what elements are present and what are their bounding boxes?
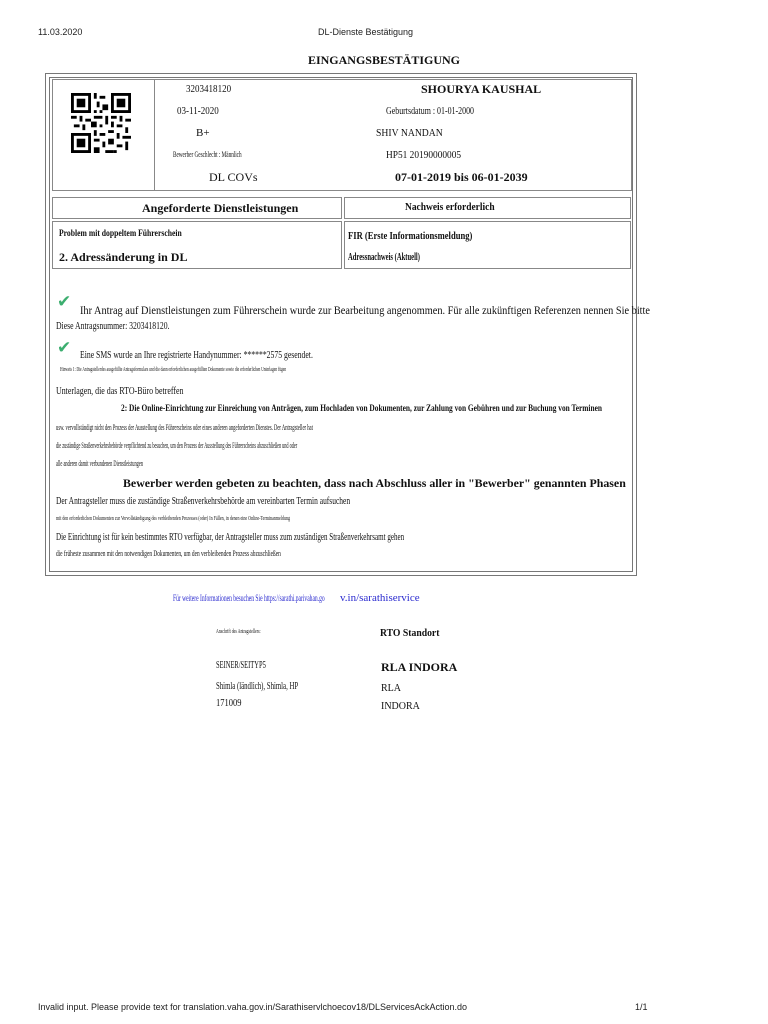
services-header-label: Angeforderte Dienstleistungen (142, 201, 299, 215)
license-validity: 07-01-2019 bis 06-01-2039 (395, 170, 528, 184)
phase-instruction-1: Der Antragsteller muss die zuständige Straßenverkehrsbehörde am vereinbarten Termin aufsuchen (56, 495, 351, 507)
rto-label: RTO Standort (380, 627, 440, 639)
online-facility-note-cont1: usw. vervollständigt nicht den Prozess der Ausstellung des Führerscheins oder eines anderen angeforderten Dienstes. Der Antragsteller hat (56, 423, 313, 432)
service-item-1: Problem mit doppeltem Führerschein (59, 228, 182, 238)
proof-item-1: FIR (Erste Informationsmeldung) (348, 230, 473, 242)
print-date: 11.03.2020 (38, 27, 83, 37)
birth-date: Geburtsdatum : 01-01-2000 (386, 105, 474, 117)
accepted-message: Ihr Antrag auf Dienstleistungen zum Führerschein wurde zur Bearbeitung angenommen. Für alle zukünftigen Referenzen nennen Sie bitte (80, 303, 651, 317)
application-date: 03-11-2020 (177, 105, 219, 117)
online-facility-note: 2: Die Online-Einrichtung zur Einreichung von Anträgen, zum Hochladen von Dokumenten, zur Zahlung von Gebühren und zur Buchung von Terminen (121, 403, 602, 413)
document-title: EINGANGSBESTÄTIGUNG (307, 53, 461, 67)
proof-header-label: Nachweis erforderlich (405, 201, 495, 213)
applicant-info-box (52, 79, 632, 191)
applicant-address-label: Anschrift des Antragstellers: (216, 628, 261, 635)
address-line-1: SEINER/SEITYP5 (216, 660, 266, 671)
print-title: DL-Dienste Bestätigung (318, 27, 414, 37)
blood-group: B+ (196, 127, 210, 139)
proof-item-2: Adressnachweis (Aktuell) (348, 251, 420, 263)
hint-note: Hinweis 1: Die Antragstellerdes ausgefüllte Antragsformulars und die dann erforderlichen ausgefüllten Dokumente sowie die erforderlichen Unterlagen fügen (60, 366, 287, 373)
rto-line-2: INDORA (381, 701, 420, 712)
rto-line-1: RLA (381, 683, 401, 694)
address-line-2: Shimla (ländlich), Shimla, HP (216, 681, 299, 692)
dl-number: HP51 20190000005 (386, 149, 462, 161)
applicant-info-divider (154, 79, 155, 191)
rto-name: RLA INDORA (381, 660, 458, 674)
online-facility-note-cont2: die zuständige Straßenverkehrsbehörde verpflichtend zu besuchen, um den Prozess der Ausstellung des Führerscheins abzuschließen und oder (56, 441, 298, 450)
phase-heading: Bewerber werden gebeten zu beachten, dass nach Abschluss aller in "Bewerber" genannten Phasen (123, 476, 626, 490)
more-info-link[interactable]: Für weitere Informationen besuchen Sie https://sarathi.parivahan.go v.in/sarathiservice (173, 592, 420, 604)
checkmark-icon: ✔ (57, 338, 72, 358)
applicant-gender: Bewerber Geschlecht : Männlich (173, 150, 242, 159)
phase-instruction-2: mit den erforderlichen Dokumenten zur Vervollständigung des verbleibenden Prozesses (oder) In Fällen, in denen eine Online-Terminanmeldung (56, 515, 290, 522)
checkmark-icon: ✔ (57, 292, 72, 312)
online-facility-note-cont3: alle anderen damit verbundenen Dienstleistungen (56, 459, 143, 468)
application-reference: Diese Antragsnummer: 3203418120. (56, 320, 170, 332)
sms-message: Eine SMS wurde an Ihre registrierte Handynummer: ******2575 gesendet. (80, 349, 313, 361)
phase-instruction-3: Die Einrichtung ist für kein bestimmtes RTO verfügbar, der Antragsteller muss zum zuständigen Straßenverkehrsamt gehen (56, 531, 405, 543)
application-number: 3203418120 (186, 83, 232, 95)
relation-name: SHIV NANDAN (376, 127, 443, 139)
page-number: 1/1 (635, 1002, 648, 1012)
service-item-2: 2. Adressänderung in DL (59, 250, 188, 264)
phase-instruction-4: die früheste zusammen mit den notwendigen Dokumenten, um den verbleibenden Prozess abzuschließen (56, 549, 281, 558)
rto-documents-note: Unterlagen, die das RTO-Büro betreffen (56, 385, 184, 397)
address-line-3: 171009 (216, 698, 242, 709)
qr-code-icon (71, 92, 131, 154)
footer-url: Invalid input. Please provide text for translation.vaha.gov.in/Sarathiservlchoecov18/DLServicesAckAction.do (38, 1002, 468, 1012)
applicant-name: SHOURYA KAUSHAL (421, 82, 542, 96)
dl-covs-label: DL COVs (209, 170, 258, 184)
